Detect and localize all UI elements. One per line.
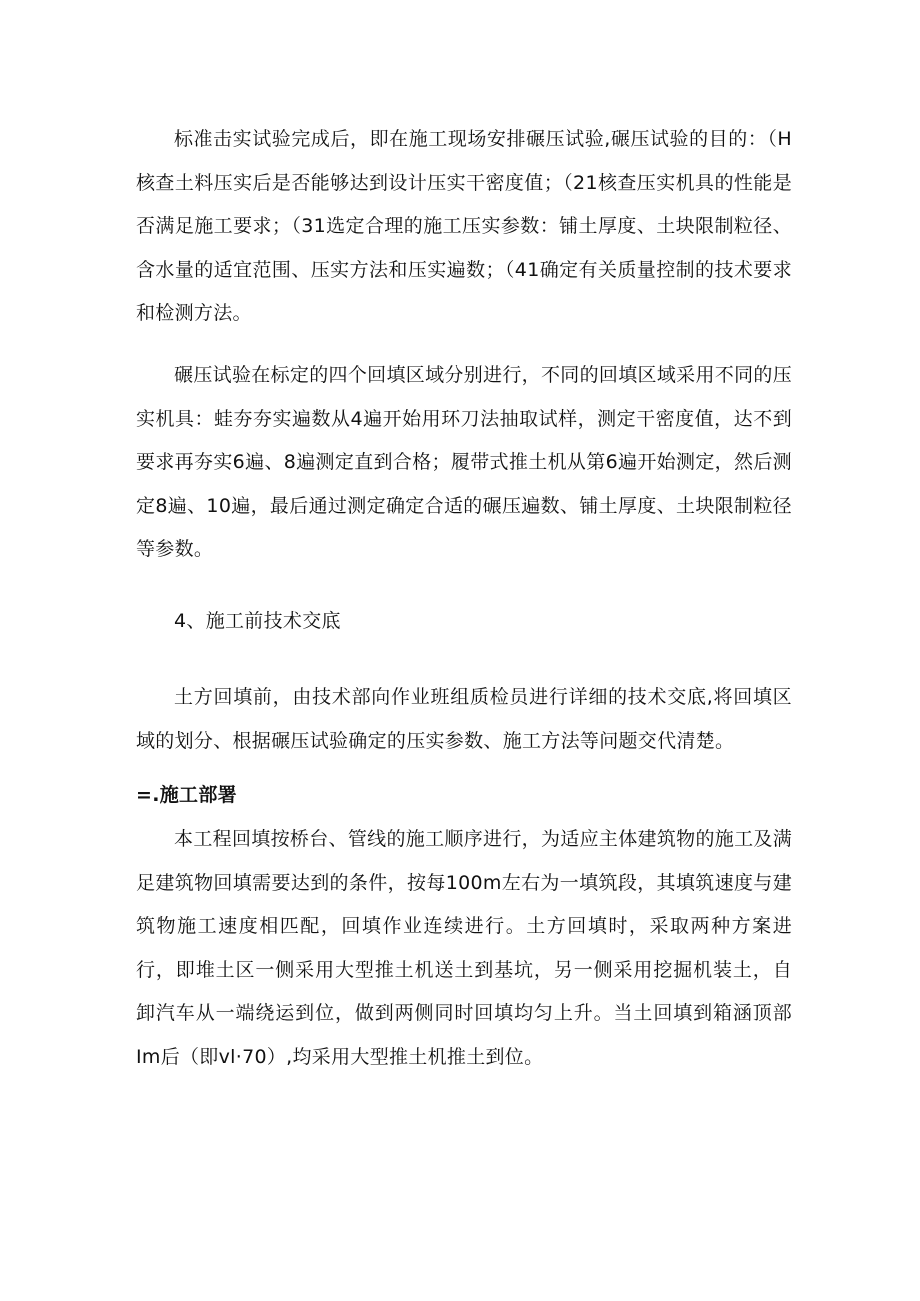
paragraph-compaction-test-procedure: 碾压试验在标定的四个回填区域分别进行，不同的回填区域采用不同的压实机具：蛙夯夯实遍数从4遍开始用环刀法抽取试样，测定干密度值，达不到要求再夯实6遍、8遍测定直到合格；履带式推土机从第6遍开始测定，然后测定8遍、10遍，最后通过测定确定合适的碾压遍数、铺土厚度、土块限制粒径等参数。 xyxy=(136,364,792,560)
paragraph-technical-briefing: 土方回填前，由技术部向作业班组质检员进行详细的技术交底,将回填区域的划分、根据碾压试验确定的压实参数、施工方法等问题交代清楚。 xyxy=(136,686,792,752)
section-heading-construction-deployment: =.施工部署 xyxy=(136,784,237,806)
subheading-technical-briefing: 4、施工前技术交底 xyxy=(174,610,341,632)
paragraph-construction-deployment: 本工程回填按桥台、管线的施工顺序进行，为适应主体建筑物的施工及满足建筑物回填需要达到的条件，按每100m左右为一填筑段，其填筑速度与建筑物施工速度相匹配，回填作业连续进行。土方回填时，采取两种方案进行，即堆土区一侧采用大型推土机送土到基坑，另一侧采用挖掘机装土，自卸汽车从一端绕运到位，做到两侧同时回填均匀上升。当土回填到箱涵顶部Im后（即vl·70）,均采用大型推土机推土到位。 xyxy=(136,828,792,1068)
paragraph-compaction-test-purpose: 标准击实试验完成后，即在施工现场安排碾压试验,碾压试验的目的：（H核查土料压实后是否能够达到设计压实干密度值；（21核查压实机具的性能是否满足施工要求；（31选定合理的施工压实参数：铺土厚度、土块限制粒径、含水量的适宜范围、压实方法和压实遍数；（41确定有关质量控制的技术要求和检测方法。 xyxy=(136,128,792,324)
